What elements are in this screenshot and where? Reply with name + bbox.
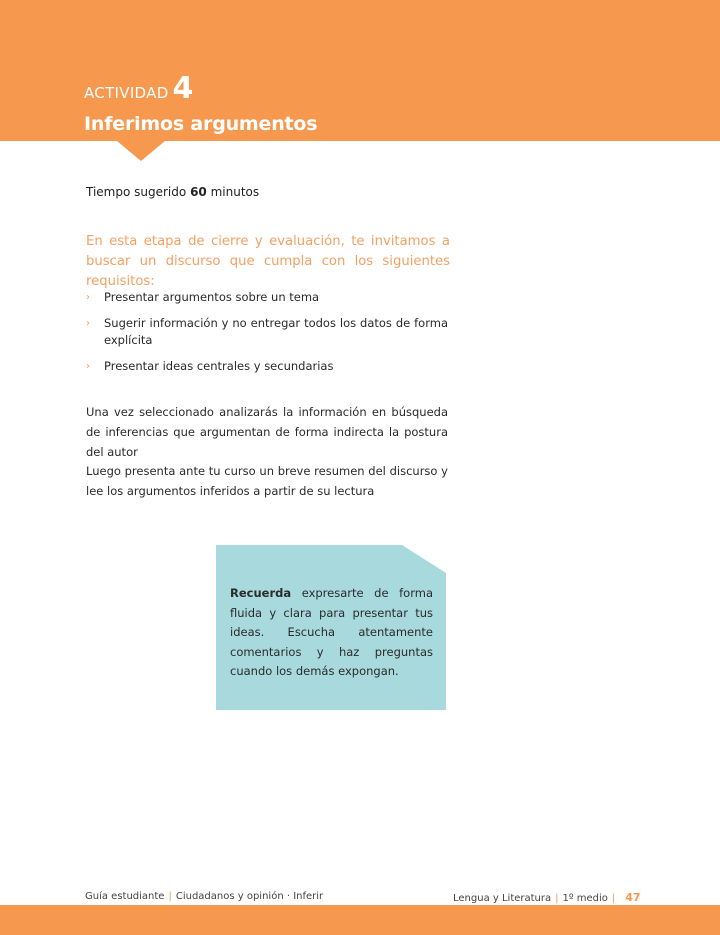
time-unit: minutos [210,185,260,199]
reminder-note-text [230,584,433,682]
note-lead: Recuerda [230,586,292,600]
list-item: › Presentar argumentos sobre un tema [86,290,320,304]
footer-separator: | [555,893,559,904]
note-body: expresarte de forma fluida y clara para presentar tus ideas. Escucha atentamente comentarios y haz preguntas cuando los demás expongan. [230,586,433,678]
paragraph-analysis: Una vez seleccionado analizarás la información en búsqueda de inferencias que argumentan de forma indirecta la postura del autor [86,405,448,459]
footer-left [85,891,323,902]
page-number: 47 [625,891,641,904]
footer-separator: | [611,893,616,904]
paragraph-presentation: Luego presenta ante tu curso un breve resumen del discurso y lee los argumentos inferidos a partir de su lectura [86,464,448,498]
footer-band [0,905,720,935]
footer-subject: Lengua y Literatura [453,893,552,904]
footer-separator: | [168,891,172,902]
bullet-icon: › [86,292,90,303]
footer-unit: Ciudadanos y opinión · Inferir [175,891,324,902]
list-item: › Presentar ideas centrales y secundarias [86,359,334,373]
requirements-list [86,289,448,384]
footer-right [453,891,641,904]
page-title: Inferimos argumentos [84,113,318,135]
activity-word: ACTIVIDAD [84,84,169,102]
list-item: › Sugerir información y no entregar todos los datos de forma explícita [86,316,448,347]
bullet-icon: › [86,318,90,329]
suggested-time [86,185,259,199]
activity-number: 4 [172,71,194,106]
footer-grade: 1º medio [562,893,608,904]
time-label: Tiempo sugerido [86,185,187,199]
header-pointer-decoration [117,141,165,161]
footer-guide: Guía estudiante [85,891,165,902]
intro-text: En esta etapa de cierre y evaluación, te invitamos a buscar un discurso que cumpla con los siguientes requisitos: [86,234,450,289]
time-value: 60 [190,185,207,199]
activity-label [84,71,194,106]
bullet-icon: › [86,361,90,372]
